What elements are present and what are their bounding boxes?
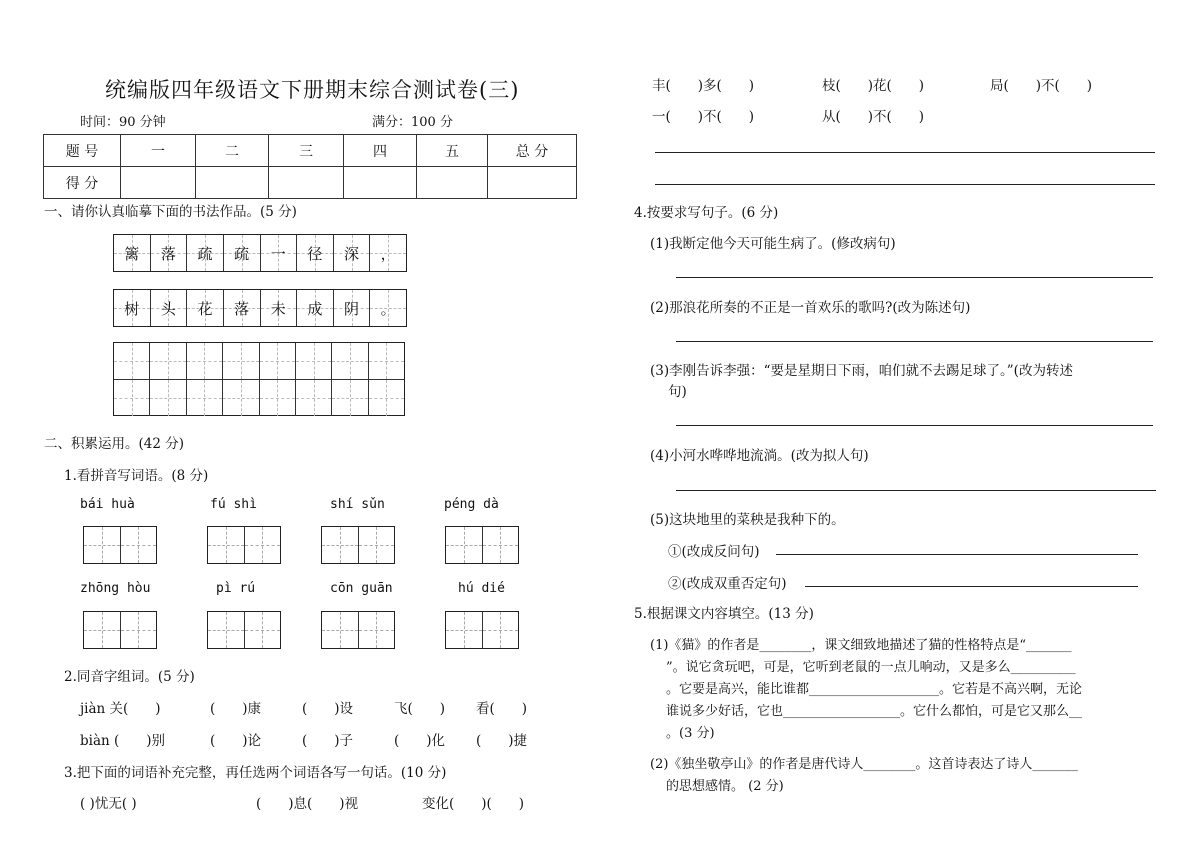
q4-item: (1)我断定他今天可能生病了。(修改病句) bbox=[650, 236, 896, 252]
pinyin-answer-box[interactable] bbox=[445, 526, 519, 564]
score-entry-cell[interactable] bbox=[196, 167, 269, 199]
q5-paragraph-line: 。(3 分) bbox=[666, 726, 715, 741]
pinyin-label: zhōng hòu bbox=[80, 581, 151, 596]
score-entry-cell[interactable] bbox=[269, 167, 344, 199]
idiom-blank[interactable]: 枝( )花( ) bbox=[822, 78, 925, 94]
calligraphy-char: 。 bbox=[370, 290, 406, 326]
score-entry-cell[interactable] bbox=[344, 167, 417, 199]
pinyin-answer-box[interactable] bbox=[321, 611, 395, 649]
page-title: 统编版四年级语文下册期末综合测试卷(三) bbox=[105, 78, 520, 102]
calligraphy-char: 深 bbox=[334, 235, 371, 271]
pinyin-label: fú shì bbox=[210, 497, 257, 512]
idiom-blank[interactable]: 从( )不( ) bbox=[822, 109, 925, 125]
copy-practice-grid[interactable] bbox=[113, 342, 405, 416]
score-entry-cell[interactable] bbox=[488, 167, 577, 199]
q4-item: (2)那浪花所奏的不正是一首欢乐的歌吗?(改为陈述句) bbox=[650, 300, 971, 316]
section2-heading: 二、积累运用。(42 分) bbox=[44, 436, 185, 452]
score-table-score-row bbox=[44, 167, 577, 199]
answer-line[interactable] bbox=[676, 277, 1153, 278]
q5-paragraph-line[interactable]: 。它要是高兴，能比谁都____________________。它若是不高兴啊，无论 bbox=[666, 682, 1083, 697]
score-entry-cell[interactable] bbox=[417, 167, 488, 199]
q4-subitem: ②(改成双重否定句) bbox=[668, 576, 787, 592]
calligraphy-char: 树 bbox=[114, 290, 151, 326]
calligraphy-char: 落 bbox=[224, 290, 261, 326]
idiom-blank[interactable]: 一( )不( ) bbox=[652, 109, 755, 125]
q4-item: (3)李刚告诉李强：“要是星期日下雨，咱们就不去踢足球了。”(改为转述 bbox=[650, 363, 1073, 379]
pinyin-answer-box[interactable] bbox=[83, 526, 157, 564]
score-table bbox=[43, 134, 577, 199]
score-table-cell: 总 分 bbox=[488, 135, 577, 167]
calligraphy-char: 花 bbox=[187, 290, 224, 326]
section1-heading: 一、请你认真临摹下面的书法作品。(5 分) bbox=[44, 204, 297, 220]
full-score-label: 满分：100 分 bbox=[372, 115, 453, 130]
homophone-item[interactable]: biàn ( )别 bbox=[80, 733, 166, 749]
calligraphy-char: 篱 bbox=[114, 235, 151, 271]
calligraphy-line1 bbox=[113, 234, 407, 272]
q5-paragraph-line[interactable]: 谁说多少好话，它也__________________。它什么都怕，可是它又那么__ bbox=[666, 704, 1083, 719]
score-table-cell: 三 bbox=[269, 135, 344, 167]
homophone-item[interactable]: ( )捷 bbox=[476, 733, 528, 749]
homophone-item[interactable]: ( )设 bbox=[302, 701, 354, 717]
score-table-cell: 四 bbox=[344, 135, 417, 167]
idiom-blank[interactable]: ( )忧无( ) bbox=[80, 796, 137, 812]
idiom-blank[interactable]: 变化( )( ) bbox=[422, 796, 525, 812]
score-table-cell: 二 bbox=[196, 135, 269, 167]
score-table-cell: 题 号 bbox=[44, 135, 121, 167]
answer-line[interactable] bbox=[655, 152, 1155, 153]
pinyin-answer-box[interactable] bbox=[83, 611, 157, 649]
q4-item-continuation: 句) bbox=[668, 384, 687, 400]
answer-line[interactable] bbox=[676, 341, 1153, 342]
idiom-blank[interactable]: 丰( )多( ) bbox=[652, 78, 755, 94]
pinyin-answer-box[interactable] bbox=[207, 526, 281, 564]
q4-item: (4)小河水哗哗地流淌。(改为拟人句) bbox=[650, 448, 869, 464]
calligraphy-char: 疏 bbox=[224, 235, 261, 271]
pinyin-answer-box[interactable] bbox=[445, 611, 519, 649]
calligraphy-char: 一 bbox=[261, 235, 298, 271]
calligraphy-char: 成 bbox=[297, 290, 334, 326]
score-entry-cell[interactable] bbox=[121, 167, 196, 199]
pinyin-label: shí sǔn bbox=[330, 497, 385, 512]
score-table-header-row bbox=[44, 135, 577, 167]
calligraphy-char: ， bbox=[370, 235, 406, 271]
calligraphy-char: 落 bbox=[151, 235, 188, 271]
pinyin-answer-box[interactable] bbox=[207, 611, 281, 649]
q1-heading: 1.看拼音写词语。(8 分) bbox=[64, 468, 209, 484]
answer-line[interactable] bbox=[655, 184, 1155, 185]
q5-paragraph-line[interactable]: (2)《独坐敬亭山》的作者是唐代诗人________。这首诗表达了诗人_______ bbox=[650, 757, 1078, 772]
homophone-item[interactable]: ( )化 bbox=[394, 733, 446, 749]
q5-paragraph-line[interactable]: (1)《猫》的作者是________，课文细致地描述了猫的性格特点是“_______ bbox=[650, 638, 1072, 653]
pinyin-label: cōn guān bbox=[330, 581, 393, 596]
homophone-item[interactable]: 飞( ) bbox=[394, 701, 446, 717]
q2-heading: 2.同音字组词。(5 分) bbox=[64, 669, 195, 685]
q4-heading: 4.按要求写句子。(6 分) bbox=[634, 205, 779, 221]
answer-line[interactable] bbox=[676, 425, 1153, 426]
calligraphy-char: 径 bbox=[297, 235, 334, 271]
answer-line[interactable] bbox=[805, 586, 1138, 587]
answer-line[interactable] bbox=[776, 554, 1138, 555]
pinyin-label: bái huà bbox=[80, 497, 135, 512]
pinyin-answer-box[interactable] bbox=[321, 526, 395, 564]
q5-paragraph-line[interactable]: ”。说它贪玩吧，可是，它听到老鼠的一点儿响动，又是多么__________ bbox=[666, 660, 1076, 675]
q5-heading: 5.根据课文内容填空。(13 分) bbox=[634, 606, 814, 622]
calligraphy-char: 未 bbox=[261, 290, 298, 326]
idiom-blank[interactable]: 局( )不( ) bbox=[990, 78, 1093, 94]
pinyin-label: pì rú bbox=[216, 581, 256, 596]
score-table-cell: 得 分 bbox=[44, 167, 121, 199]
q5-paragraph-line: 的思想感情。 (2 分) bbox=[666, 779, 784, 794]
calligraphy-char: 阴 bbox=[334, 290, 371, 326]
homophone-item[interactable]: jiàn 关( ) bbox=[80, 701, 161, 717]
q4-subitem: ①(改成反问句) bbox=[668, 544, 760, 560]
pinyin-label: hú dié bbox=[458, 581, 505, 596]
answer-line[interactable] bbox=[676, 490, 1156, 491]
time-label: 时间：90 分钟 bbox=[80, 115, 166, 130]
homophone-item[interactable]: ( )论 bbox=[210, 733, 262, 749]
calligraphy-char: 疏 bbox=[187, 235, 224, 271]
pinyin-label: péng dà bbox=[444, 497, 499, 512]
q3-heading: 3.把下面的词语补充完整，再任选两个词语各写一句话。(10 分) bbox=[64, 765, 447, 781]
homophone-item[interactable]: ( )子 bbox=[302, 733, 354, 749]
homophone-item[interactable]: ( )康 bbox=[210, 701, 262, 717]
q4-item: (5)这块地里的菜秧是我种下的。 bbox=[650, 512, 845, 528]
score-table-cell: 五 bbox=[417, 135, 488, 167]
homophone-item[interactable]: 看( ) bbox=[476, 701, 528, 717]
idiom-blank[interactable]: ( )息( )视 bbox=[256, 796, 359, 812]
score-table-cell: 一 bbox=[121, 135, 196, 167]
calligraphy-char: 头 bbox=[151, 290, 188, 326]
calligraphy-line2 bbox=[113, 289, 407, 327]
